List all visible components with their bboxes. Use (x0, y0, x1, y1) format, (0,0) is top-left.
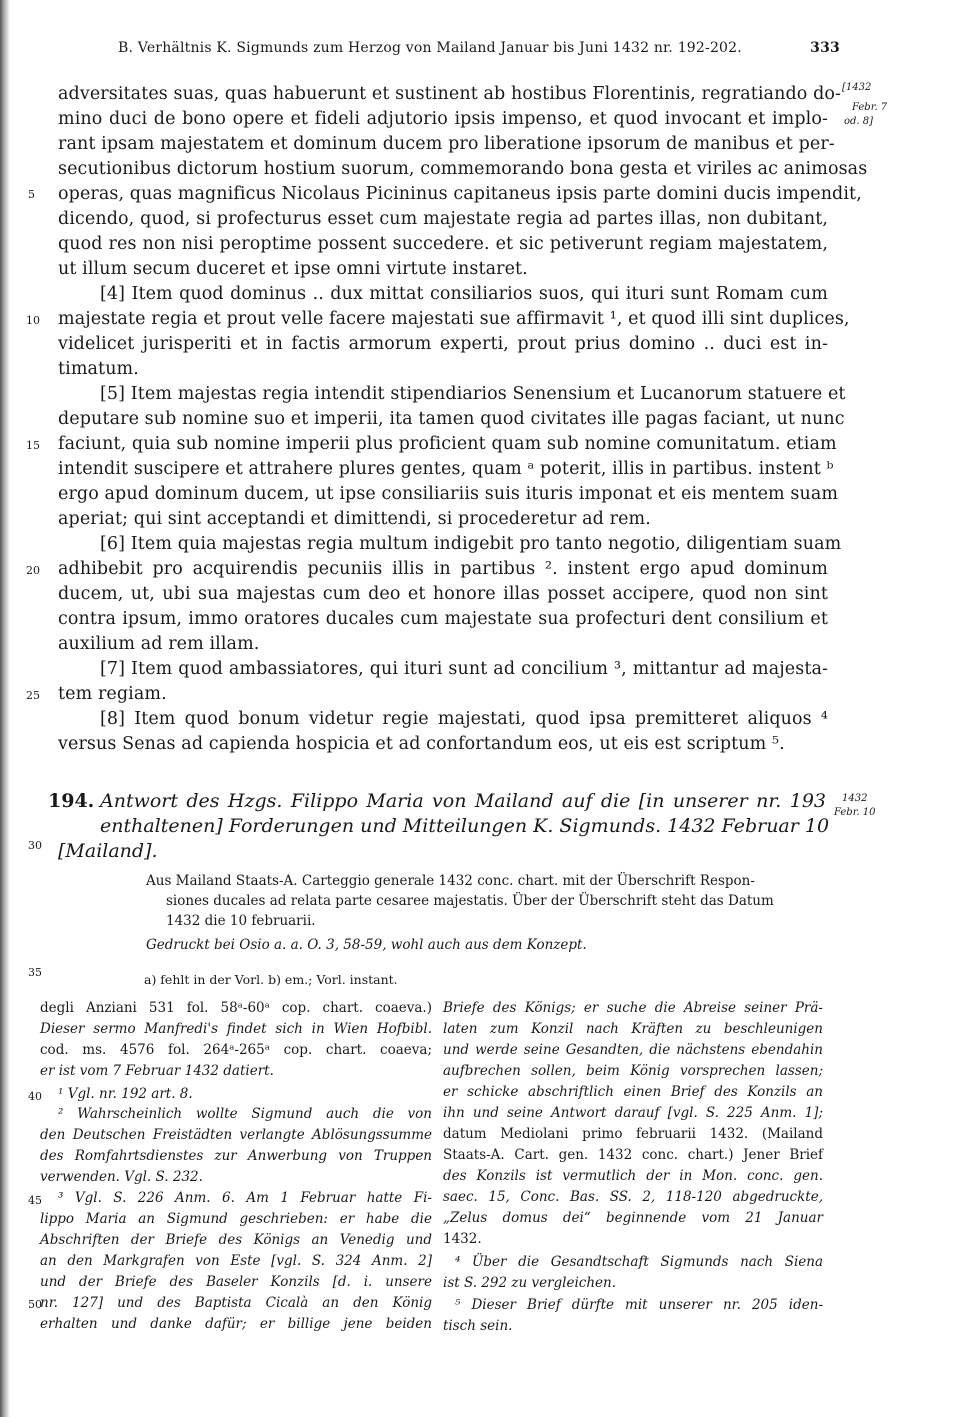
text-line: ut illum secum duceret et ipse omni virtute instaret. (58, 259, 528, 279)
footnote-line: ⁴ Über die Gesandtschaft Sigmunds nach Siena (455, 1254, 823, 1270)
footnote-line: lippo Maria an Sigmund geschrieben: er habe die (40, 1211, 432, 1227)
text-line: auxilium ad rem illam. (58, 634, 260, 654)
footnote-line: 1432. (443, 1231, 482, 1247)
footnote-line: an den Markgrafen von Este [vgl. S. 324 Anm. 2] (40, 1253, 432, 1269)
footnote-line: des Romfahrtsdienstes zur Anwerbung von Truppen (40, 1148, 432, 1164)
source-line: Aus Mailand Staats-A. Carteggio generale 1432 conc. chart. mit der Überschrift Respon- (146, 873, 755, 889)
footnote-line: „Zelus domus dei“ beginnende vom 21 Januar (443, 1210, 823, 1226)
footnote-line: und werde seine Gesandten, die nächstens ebendahin (443, 1042, 823, 1058)
footnote-line: tisch sein. (443, 1318, 513, 1334)
footnote-line: ³ Vgl. S. 226 Anm. 6. Am 1 Februar hatte Fi- (58, 1190, 432, 1206)
scan-edge-shadow (0, 0, 10, 1417)
text-line: majestate regia et prout velle facere majestati sue affirmavit ¹, et quod illi sint duplices, (58, 309, 850, 329)
margin-date-line: [1432 (842, 82, 872, 93)
footnote-line: Dieser sermo Manfredi's findet sich in Wien Hofbibl. (40, 1021, 432, 1037)
line-number: 5 (28, 188, 35, 201)
text-line: [5] Item majestas regia intendit stipendiarios Senensium et Lucanorum statuere et (100, 384, 846, 404)
footnote-line: ¹ Vgl. nr. 192 art. 8. (58, 1086, 193, 1102)
footnote-line: cod. ms. 4576 fol. 264ᵃ-265ᵃ cop. chart. coaeva; (40, 1042, 432, 1058)
footnote-line: Briefe des Königs; er suche die Abreise seiner Prä- (443, 1000, 823, 1016)
line-number: 30 (28, 839, 42, 852)
footnote-line: er schicke abschriftlich einen Brief des Konzils an (443, 1084, 823, 1100)
entry-title-line: enthaltenen] Forderungen und Mitteilungen K. Sigmunds. 1432 Februar 10 (100, 815, 830, 837)
footnote-line: und der Briefe des Baseler Konzils [d. i. unsere (40, 1274, 432, 1290)
text-line: [6] Item quia majestas regia multum indigebit pro tanto negotio, diligentiam suam (100, 534, 842, 554)
text-line: mino duci de bono opere et fideli adjutorio ipsis impenso, et quod invocant et implo- (58, 109, 828, 129)
text-line: faciunt, quia sub nomine imperii plus proficient quam sub nomine comunitatum. etiam (58, 434, 837, 454)
footnote-line: erhalten und danke dafür; er billige jene beiden (40, 1316, 432, 1332)
text-line: ergo apud dominum ducem, ut ipse consiliariis suis ituris imponat et eis mentem suam (58, 484, 839, 504)
text-line: intendit suscipere et attrahere plures gentes, quam ᵃ poterit, illis in partibus. instent ᵇ (58, 459, 834, 479)
line-number: 50 (28, 1298, 42, 1311)
text-line: [7] Item quod ambassiatores, qui ituri sunt ad concilium ³, mittantur ad majesta- (100, 659, 828, 679)
margin-date-line: 1432 (842, 793, 868, 804)
footnote-line: datum Mediolani primo februarii 1432. (Mailand (443, 1126, 823, 1142)
footnote-line: des Konzils ist vermutlich der in Mon. conc. gen. (443, 1168, 823, 1184)
text-line: [4] Item quod dominus .. dux mittat consiliarios suos, qui ituri sunt Romam cum (100, 284, 828, 304)
text-line: [8] Item quod bonum videtur regie majestati, quod ipsa premitteret aliquos ⁴ (100, 709, 828, 729)
footnote-line: ⁵ Dieser Brief dürfte mit unserer nr. 205 iden- (455, 1297, 823, 1313)
entry-title-line: [Mailand]. (58, 840, 158, 862)
line-number: 35 (28, 966, 42, 979)
line-number: 40 (28, 1090, 42, 1103)
variant-note: a) fehlt in der Vorl. b) em.; Vorl. instant. (144, 972, 398, 987)
line-number: 15 (26, 439, 40, 452)
text-line: operas, quas magnificus Nicolaus Picininus capitaneus ipsis parte domini ducis impendit, (58, 184, 862, 204)
text-line: tem regiam. (58, 684, 167, 704)
footnote-line: saec. 15, Conc. Bas. SS. 2, 118-120 abgedruckte, (443, 1189, 823, 1205)
footnote-line: laten zum Konzil nach Kräften zu beschleunigen (443, 1021, 823, 1037)
entry-number: 194. (48, 790, 95, 812)
entry-title-line: Antwort des Hzgs. Filippo Maria von Mailand auf die [in unserer nr. 193 (100, 790, 826, 812)
footnote-line: er ist vom 7 Februar 1432 datiert. (40, 1063, 274, 1079)
footnote-line: degli Anziani 531 fol. 58ᵃ-60ᵃ cop. chart. coaeva.) (40, 1000, 432, 1016)
footnote-line: aufbrechen sollen, beim König vorsprechen lassen; (443, 1063, 823, 1079)
text-line: deputare sub nomine suo et imperii, ita tamen quod civitates ille pagas faciant, ut nunc (58, 409, 845, 429)
page-number: 333 (810, 40, 840, 56)
source-line: Gedruckt bei Osio a. a. O. 3, 58-59, wohl auch aus dem Konzept. (146, 937, 587, 953)
text-line: adversitates suas, quas habuerunt et sustinent ab hostibus Florentinis, regratiando do- (58, 84, 842, 104)
footnote-line: verwenden. Vgl. S. 232. (40, 1169, 203, 1185)
running-header (118, 40, 840, 56)
footnote-line: Staats-A. Cart. gen. 1432 conc. chart.) Jener Brief (443, 1147, 823, 1163)
line-number: 25 (26, 689, 40, 702)
margin-date-line: od. 8] (844, 116, 874, 127)
footnote-line: ² Wahrscheinlich wollte Sigmund auch die von (58, 1106, 432, 1122)
footnote-line: den Deutschen Freistädten verlangte Ablösungssumme (40, 1127, 432, 1143)
source-line: 1432 die 10 februarii. (166, 913, 316, 929)
text-line: secutionibus dictorum hostium suorum, commemorando bona gesta et viriles ac animosas (58, 159, 868, 179)
text-line: versus Senas ad capienda hospicia et ad confortandum eos, ut eis est scriptum ⁵. (58, 734, 785, 754)
text-line: quod res non nisi peroptime possent succedere. et sic petiverunt regiam majestatem, (58, 234, 828, 254)
text-line: aperiat; qui sint acceptandi et dimittendi, si procederetur ad rem. (58, 509, 651, 529)
text-line: rant ipsam majestatem et dominum ducem pro liberatione ipsorum de manibus et per- (58, 134, 835, 154)
footnote-line: Abschriften der Briefe des Königs an Venedig und (40, 1232, 432, 1248)
footnote-line: nr. 127] und des Baptista Cicalà an den König (40, 1295, 432, 1311)
source-line: siones ducales ad relata parte cesaree majestatis. Über der Überschrift steht das Datum (166, 893, 774, 909)
text-line: videlicet jurisperiti et in factis armorum experti, prout prius domino .. duci est in- (58, 334, 828, 354)
running-header-title: B. Verhältnis K. Sigmunds zum Herzog von Mailand Januar bis Juni 1432 nr. 192-202. (118, 40, 742, 56)
line-number: 20 (26, 564, 40, 577)
line-number: 10 (26, 314, 40, 327)
text-line: dicendo, quod, si profecturus esset cum majestate regia ad partes illas, non dubitant, (58, 209, 828, 229)
footnote-line: ist S. 292 zu vergleichen. (443, 1275, 617, 1291)
line-number: 45 (28, 1194, 42, 1207)
text-line: contra ipsum, immo oratores ducales cum majestate sua profecturi dent consilium et (58, 609, 828, 629)
text-line: ducem, ut, ubi sua majestas cum deo et honore illas posset accipere, quod non sint (58, 584, 828, 604)
text-line: timatum. (58, 359, 139, 379)
footnote-line: ihn und seine Antwort darauf [vgl. S. 225 Anm. 1]; (443, 1105, 823, 1121)
margin-date-line: Febr. 7 (852, 102, 888, 113)
margin-date-line: Febr. 10 (834, 807, 876, 818)
text-line: adhibebit pro acquirendis pecuniis illis in partibus ². instent ergo apud dominum (58, 559, 828, 579)
